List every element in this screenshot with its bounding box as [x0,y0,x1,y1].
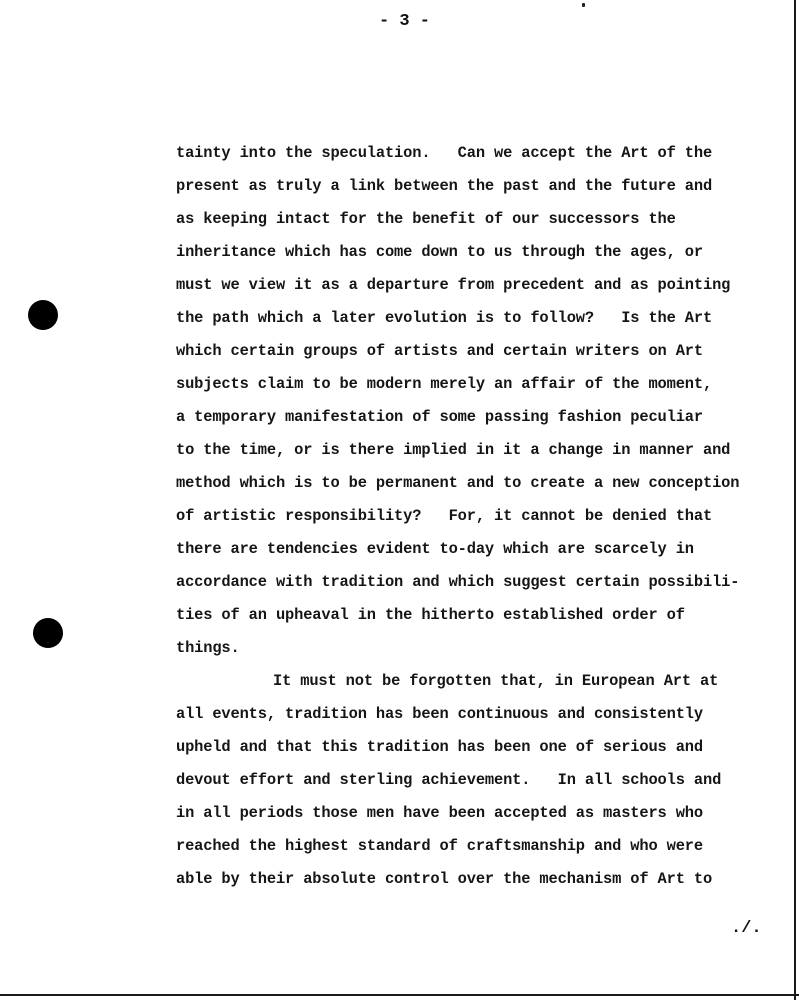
text-line: method which is to be permanent and to create a new conception [176,474,740,492]
text-line: inheritance which has come down to us through the ages, or [176,243,703,261]
text-line: reached the highest standard of craftsmanship and who were [176,837,703,855]
text-line: the path which a later evolution is to follow? Is the Art [176,309,713,327]
text-line: ties of an upheaval in the hitherto established order of [176,606,685,624]
text-line: which certain groups of artists and certain writers on Art [176,342,703,360]
text-line: as keeping intact for the benefit of our successors the [176,210,676,228]
text-line: present as truly a link between the past and the future and [176,177,713,195]
paragraph-start-line: It must not be forgotten that, in European Art at [273,672,719,690]
text-line: of artistic responsibility? For, it cannot be denied that [176,507,713,525]
text-line: there are tendencies evident to-day which are scarcely in [176,540,694,558]
scan-edge-bottom [0,994,799,996]
body-text [176,140,791,899]
text-line: to the time, or is there implied in it a change in manner and [176,441,731,459]
text-line: devout effort and sterling achievement. In all schools and [176,771,722,789]
text-line: accordance with tradition and which suggest certain possibili- [176,573,740,591]
scan-speck [582,3,585,7]
text-line: must we view it as a departure from precedent and as pointing [176,276,731,294]
text-line: in all periods those men have been accepted as masters who [176,804,703,822]
text-line: able by their absolute control over the mechanism of Art to [176,870,713,888]
scan-edge-right [794,0,796,1000]
text-line: all events, tradition has been continuous and consistently [176,705,703,723]
continuation-mark: ./. [731,919,762,938]
text-line: a temporary manifestation of some passing fashion peculiar [176,408,703,426]
text-line: things. [176,639,240,657]
text-line: upheld and that this tradition has been one of serious and [176,738,703,756]
text-line: subjects claim to be modern merely an affair of the moment, [176,375,713,393]
punch-hole-bottom [33,618,63,648]
punch-hole-top [28,300,58,330]
page-number: - 3 - [378,12,430,31]
text-line: tainty into the speculation. Can we accept the Art of the [176,144,713,162]
